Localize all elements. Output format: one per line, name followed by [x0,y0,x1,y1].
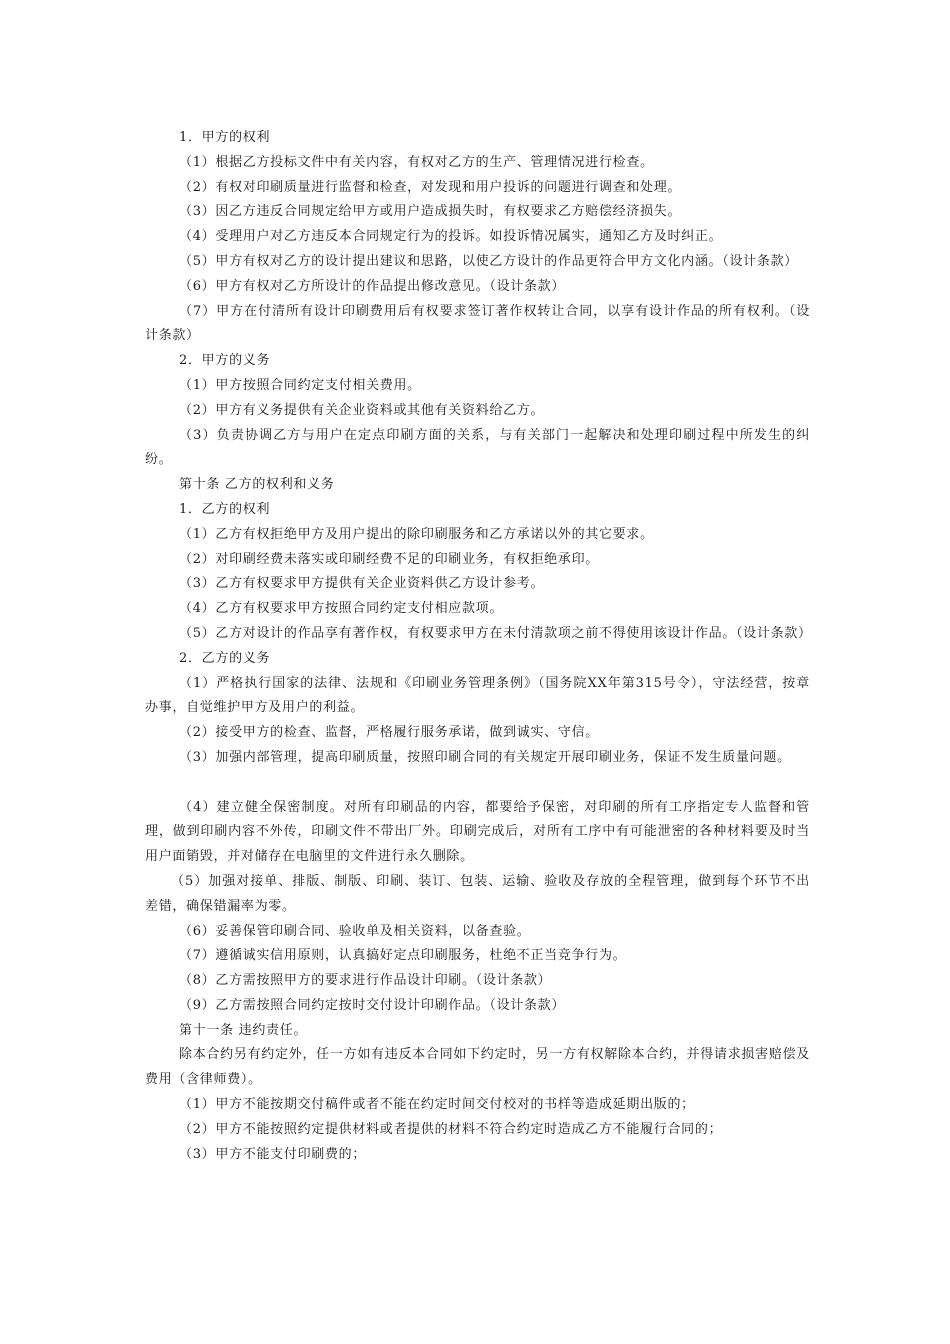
paragraph: （2）甲方不能按照约定提供材料或者提供的材料不符合约定时造成乙方不能履行合同的； [179,1121,723,1137]
paragraph: （3）因乙方违反合同规定给甲方或用户造成损失时，有权要求乙方赔偿经济损失。 [179,204,682,220]
paragraph: （7）遵循诚实信用原则，认真搞好定点印刷服务，杜绝不正当竞争行为。 [179,948,627,964]
paragraph: （5）加强对接单、排版、制版、印刷、装订、包装、运输、验收及存放的全程管理，做到每个环节不出差错，确保错漏率为零。 [145,873,810,914]
paragraph: （5）甲方有权对乙方的设计提出建议和思路，以使乙方设计的作品更符合甲方文化内涵。（设计条款） [179,253,798,269]
paragraph: （3）加强内部管理，提高印刷质量，按照印刷合同的有关规定开展印刷业务，保证不发生质量问题。 [179,749,791,765]
paragraph: 1．甲方的权利 [179,130,271,145]
paragraph: （3）乙方有权要求甲方提供有关企业资料供乙方设计参考。 [179,576,545,592]
paragraph: 1．乙方的权利 [179,501,271,517]
paragraph: （4）受理用户对乙方违反本合同规定行为的投诉。如投诉情况属实，通知乙方及时纠正。 [179,229,723,245]
paragraph: （4）乙方有权要求甲方按照合同约定支付相应款项。 [179,601,504,617]
paragraph: （2）有权对印刷质量进行监督和检查，对发现和用户投诉的问题进行调查和处理。 [179,179,682,195]
paragraph: （2）对印刷经费未落实或印刷经费不足的印刷业务，有权拒绝承印。 [179,551,599,567]
paragraph: （1）根据乙方投标文件中有关内容，有权对乙方的生产、管理情况进行检查。 [179,154,654,170]
paragraph: （1）乙方有权拒绝甲方及用户提出的除印刷服务和乙方承诺以外的其它要求。 [179,526,654,542]
paragraph: （7）甲方在付清所有设计印刷费用后有权要求签订著作权转让合同，以享有设计作品的所有权利。（设计条款） [145,303,810,344]
paragraph: （1）甲方按照合同约定支付相关费用。 [179,377,421,393]
paragraph: 2．乙方的义务 [179,650,271,666]
paragraph: （2）甲方有义务提供有关企业资料或其他有关资料给乙方。 [179,402,545,418]
paragraph: （9）乙方需按照合同约定按时交付设计印刷作品。（设计条款） [179,997,566,1013]
paragraph: （3）甲方不能支付印刷费的； [179,1146,367,1162]
paragraph-spacer [145,771,810,796]
paragraph: （6）甲方有权对乙方所设计的作品提出修改意见。（设计条款） [179,278,566,294]
document-body [145,126,810,1167]
paragraph: （6）妥善保管印刷合同、验收单及相关资料，以备查验。 [179,923,531,939]
paragraph: （4）建立健全保密制度。对所有印刷品的内容，都要给予保密，对印刷的所有工序指定专人监督和管理，做到印刷内容不外传，印刷文件不带出厂外。印刷完成后，对所有工序中有可能泄密的各种材料要及时当用户面销毁，并对储存在电脑里的文件进行永久删除。 [145,799,810,865]
paragraph: 第十一条 违约责任。 [179,1022,308,1038]
paragraph: （1）甲方不能按期交付稿件或者不能在约定时间交付校对的书样等造成延期出版的； [179,1097,695,1113]
paragraph: （2）接受甲方的检查、监督，严格履行服务承诺，做到诚实、守信。 [179,725,599,741]
paragraph: 第十条 乙方的权利和义务 [179,477,335,493]
paragraph: 除本合约另有约定外，任一方如有违反本合同如下约定时，另一方有权解除本合约，并得请求损害赔偿及费用（含律师费）。 [145,1047,810,1088]
paragraph: 2．甲方的义务 [179,353,271,369]
paragraph: （5）乙方对设计的作品享有著作权，有权要求甲方在未付清款项之前不得使用该设计作品。（设计条款） [179,625,812,641]
paragraph: （3）负责协调乙方与用户在定点印刷方面的关系，与有关部门一起解决和处理印刷过程中所发生的纠纷。 [145,427,810,468]
paragraph: （8）乙方需按照甲方的要求进行作品设计印刷。（设计条款） [179,973,552,989]
paragraph: （1）严格执行国家的法律、法规和《印刷业务管理条例》（国务院XX年第315号令），守法经营，按章办事，自觉维护甲方及用户的利益。 [145,675,810,716]
